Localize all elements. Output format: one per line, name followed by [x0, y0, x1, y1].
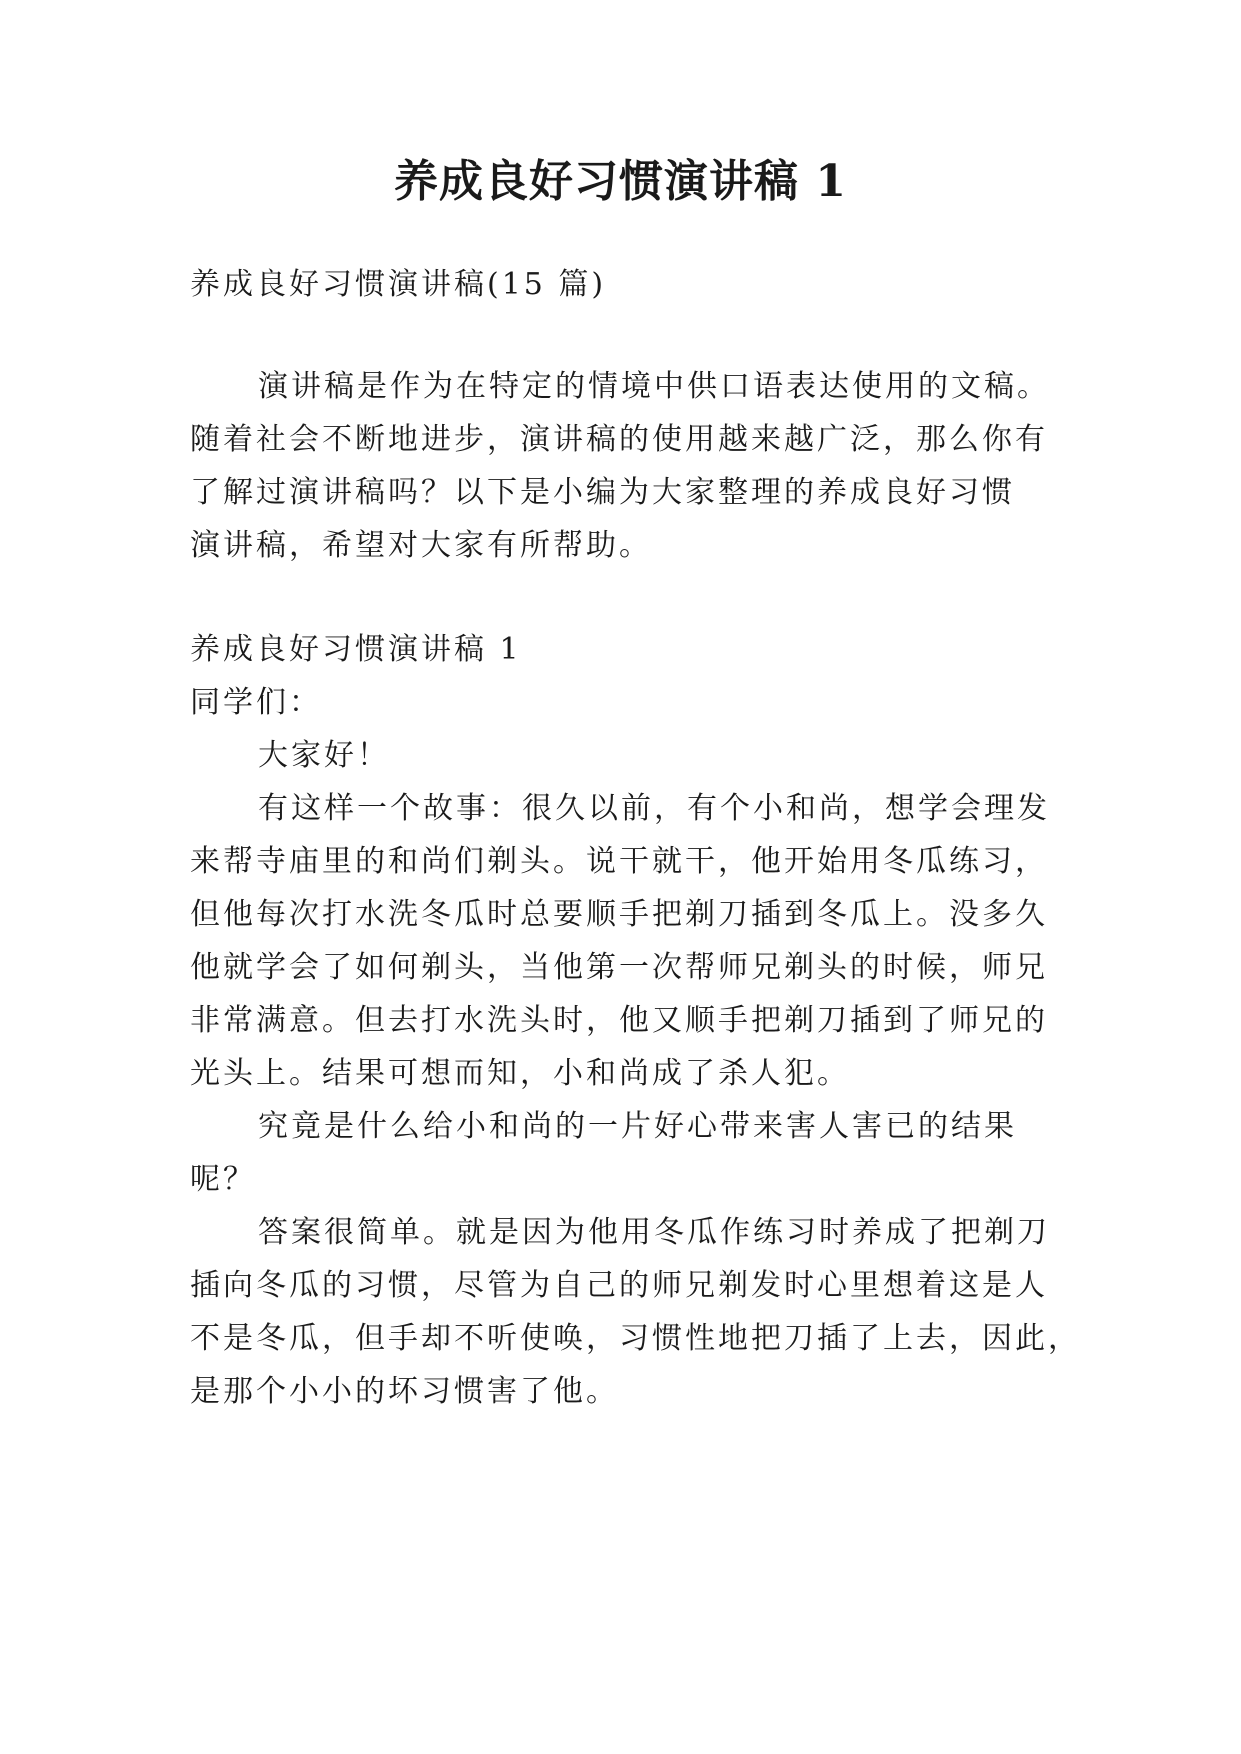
paragraph-line: 来帮寺庙里的和尚们剃头。说干就干，他开始用冬瓜练习， [190, 844, 1048, 879]
document-subtitle: 养成良好习惯演讲稿(15 篇) [190, 267, 607, 302]
document-title: 养成良好习惯演讲稿 1 [394, 156, 847, 207]
paragraph-line: 呢？ [190, 1162, 256, 1197]
paragraph-line: 他就学会了如何剃头，当他第一次帮师兄剃头的时候，师兄 [190, 950, 1048, 985]
intro-line: 演讲稿是作为在特定的情境中供口语表达使用的文稿。 [258, 369, 1050, 404]
paragraph-line: 插向冬瓜的习惯，尽管为自己的师兄剃发时心里想着这是人 [190, 1268, 1048, 1303]
intro-line: 演讲稿，希望对大家有所帮助。 [190, 528, 652, 563]
salutation: 同学们： [190, 685, 322, 720]
paragraph-line: 但他每次打水洗冬瓜时总要顺手把剃刀插到冬瓜上。没多久 [190, 897, 1048, 932]
paragraph-line: 有这样一个故事：很久以前，有个小和尚，想学会理发 [258, 791, 1050, 826]
paragraph-line: 究竟是什么给小和尚的一片好心带来害人害已的结果 [258, 1109, 1017, 1144]
section-heading: 养成良好习惯演讲稿 1 [190, 632, 522, 667]
paragraph-line: 不是冬瓜，但手却不听使唤，习惯性地把刀插了上去，因此， [190, 1321, 1081, 1356]
paragraph-line: 非常满意。但去打水洗头时，他又顺手把剃刀插到了师兄的 [190, 1003, 1048, 1038]
intro-line: 了解过演讲稿吗？以下是小编为大家整理的养成良好习惯 [190, 475, 1015, 510]
paragraph-line: 是那个小小的坏习惯害了他。 [190, 1374, 619, 1409]
paragraph-line: 答案很简单。就是因为他用冬瓜作练习时养成了把剃刀 [258, 1215, 1050, 1250]
greeting: 大家好！ [258, 738, 390, 773]
paragraph-line: 光头上。结果可想而知，小和尚成了杀人犯。 [190, 1056, 850, 1091]
intro-line: 随着社会不断地进步，演讲稿的使用越来越广泛，那么你有 [190, 422, 1048, 457]
